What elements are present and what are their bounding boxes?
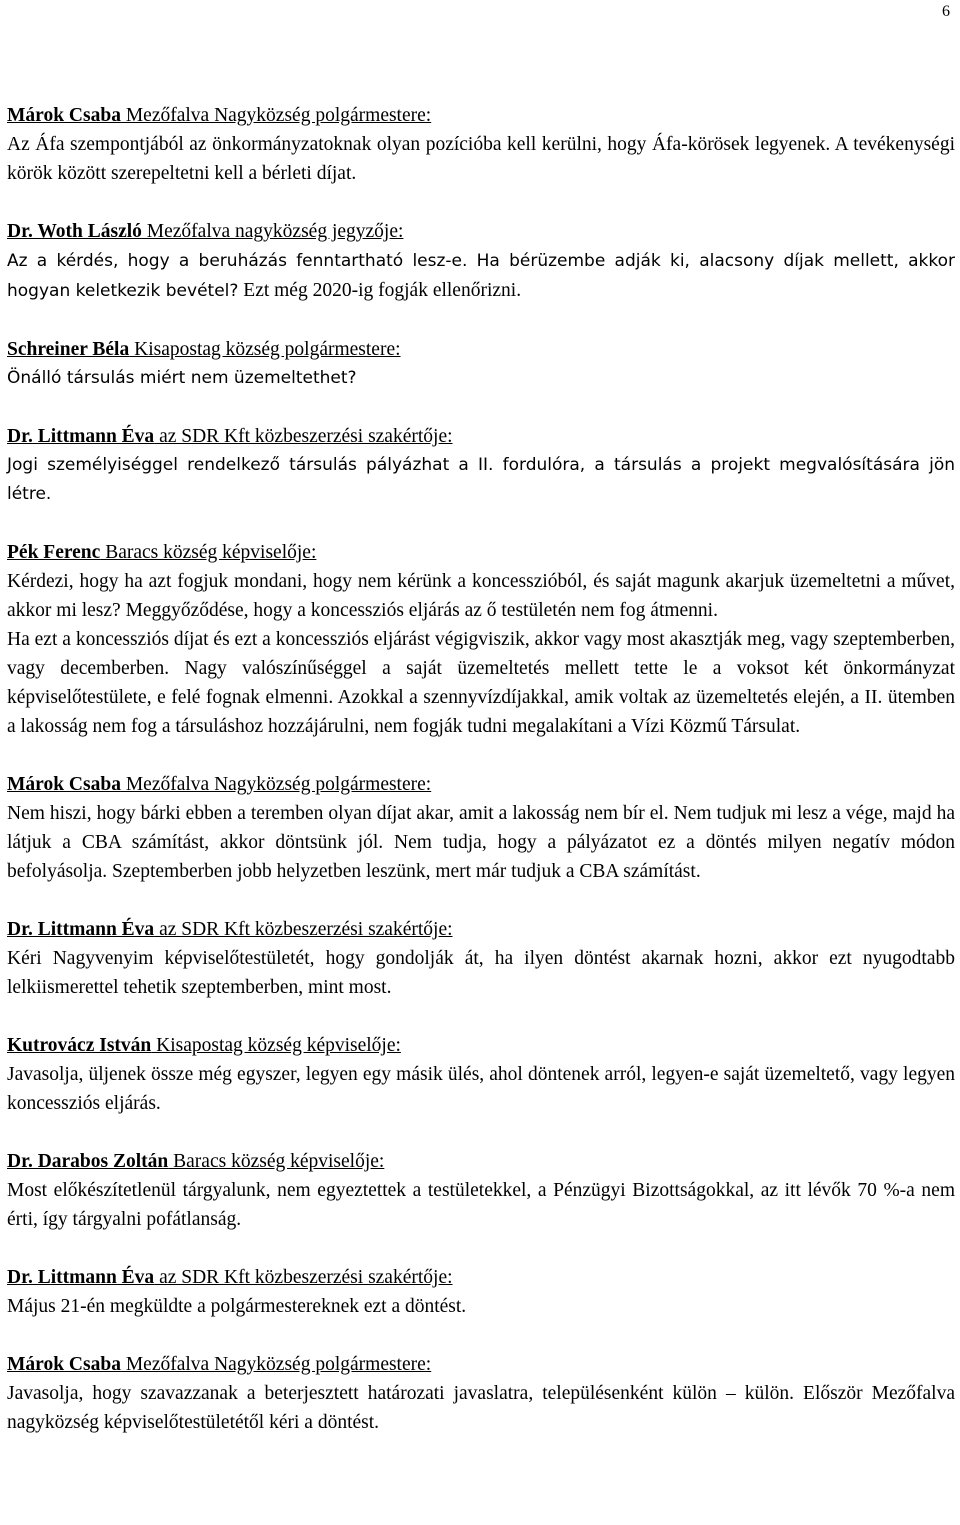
speaker-role: Baracs község képviselője: <box>100 542 317 563</box>
speech-block <box>7 1147 955 1234</box>
speaker-role: az SDR Kft közbeszerzési szakértője: <box>154 919 453 940</box>
speech-paragraph <box>7 246 955 306</box>
speech-paragraph: Május 21-én megküldte a polgármestereknek ezt a döntést. <box>7 1296 467 1317</box>
speaker-name: Schreiner Béla <box>7 339 130 360</box>
speech-block <box>7 101 955 188</box>
speech-paragraph: Most előkészítetlenül tárgyalunk, nem egyeztettek a testületekkel, a Pénzügyi Bizottságokkal, az itt lévők 70 %-a nem érti, így tárgyalni pofátlanság. <box>7 1180 955 1230</box>
speaker-heading <box>7 1031 955 1060</box>
speaker-name: Dr. Littmann Éva <box>7 1267 155 1288</box>
speech-paragraph: Javasolja, hogy szavazzanak a beterjesztett határozati javaslatra, településenként külön – külön. Először Mezőfalva nagyközség képviselőtestületétől kéri a döntést. <box>7 1383 955 1433</box>
speaker-role: Baracs község képviselője: <box>168 1151 385 1172</box>
speaker-name: Dr. Darabos Zoltán <box>7 1151 169 1172</box>
speech-text-serif: Ezt még 2020-ig fogják ellenőrizni. <box>238 280 522 301</box>
speech-paragraph: Önálló társulás miért nem üzemeltethet? <box>7 368 357 388</box>
speaker-heading <box>7 915 955 944</box>
speaker-heading <box>7 538 955 567</box>
speaker-heading <box>7 101 955 130</box>
speech-paragraph: Kéri Nagyvenyim képviselőtestületét, hogy gondolják át, ha ilyen döntést akarnak hozni, akkor ezt nyugodtabb lelkiismerettel tehetik szeptemberben, mint most. <box>7 948 955 998</box>
speaker-name: Pék Ferenc <box>7 542 101 563</box>
speech-block <box>7 1031 955 1118</box>
speaker-name: Kutrovácz István <box>7 1035 152 1056</box>
speaker-role: Kisapostag község képviselője: <box>151 1035 401 1056</box>
speech-block <box>7 538 955 741</box>
speaker-name: Márok Csaba <box>7 1354 121 1375</box>
speech-paragraph: Javasolja, üljenek össze még egyszer, legyen egy másik ülés, ahol döntenek arról, legyen-e saját üzemeltető, vagy legyen koncessziós eljárás. <box>7 1064 955 1114</box>
speech-block <box>7 1350 955 1437</box>
speaker-heading <box>7 422 955 451</box>
speaker-heading <box>7 217 955 246</box>
speech-paragraph: Jogi személyiséggel rendelkező társulás pályázhat a II. fordulóra, a társulás a projekt megvalósítására jön létre. <box>7 455 955 504</box>
speech-block <box>7 335 955 393</box>
speaker-heading <box>7 770 955 799</box>
speech-text-sans: Az a kérdés, hogy a beruházás fenntartható lesz-e. Ha bérüzembe adják ki, alacsony díjak mellett, akkor hogyan keletkezik bevétel? <box>7 251 955 301</box>
speaker-role: Mezőfalva Nagyközség polgármestere: <box>120 1354 432 1375</box>
speaker-heading <box>7 335 955 364</box>
speaker-role: az SDR Kft közbeszerzési szakértője: <box>154 1267 453 1288</box>
speaker-name: Dr. Woth László <box>7 221 142 242</box>
speaker-name: Dr. Littmann Éva <box>7 426 155 447</box>
speech-paragraph: Nem hiszi, hogy bárki ebben a teremben olyan díjat akar, amit a lakosság nem bír el. Nem tudjuk mi lesz a vége, majd ha látjuk a CBA számítást, akkor döntsünk jól. Nem tudja, hogy a pályázatot ez a döntés milyen negatív módon befolyásolja. Szeptemberben jobb helyzetben leszünk, mert már tudjuk a CBA számítást. <box>7 803 955 882</box>
speech-paragraph: Kérdezi, hogy ha azt fogjuk mondani, hogy nem kérünk a koncesszióból, és saját magunk akarjuk üzemeltetni a művet, akkor mi lesz? Meggyőződése, hogy a koncessziós eljárás az ő testületén nem fog átmenni. <box>7 571 955 621</box>
speaker-name: Márok Csaba <box>7 105 121 126</box>
speaker-name: Dr. Littmann Éva <box>7 919 155 940</box>
speaker-heading <box>7 1263 955 1292</box>
speech-block <box>7 217 955 306</box>
page-number: 6 <box>942 3 950 20</box>
speaker-role: Mezőfalva Nagyközség polgármestere: <box>120 105 432 126</box>
speech-block <box>7 915 955 1002</box>
speech-paragraph: Ha ezt a koncessziós díjat és ezt a koncessziós eljárást végigviszik, akkor vagy most akasztják meg, vagy szeptemberben, vagy decemberben. Nagy valószínűséggel a saját üzemeltetés mellett tette le a voksot két önkormányzat képviselőtestülete, e felé fognak elmenni. Azokkal a szennyvízdíjakkal, amik voltak az üzemeltetés elején, a II. ütemben a lakosság nem fog a társuláshoz hozzájárulni, nem fogják tudni megalakítani a Vízi Közmű Társulat. <box>7 629 955 737</box>
speech-block <box>7 422 955 509</box>
speech-block <box>7 770 955 886</box>
speech-block <box>7 1263 955 1321</box>
speaker-role: Mezőfalva Nagyközség polgármestere: <box>120 774 432 795</box>
speaker-role: Mezőfalva nagyközség jegyzője: <box>141 221 404 242</box>
speaker-role: Kisapostag község polgármestere: <box>129 339 401 360</box>
speaker-role: az SDR Kft közbeszerzési szakértője: <box>154 426 453 447</box>
minutes-content <box>7 101 955 1466</box>
speaker-heading <box>7 1350 955 1379</box>
speech-paragraph: Az Áfa szempontjából az önkormányzatoknak olyan pozícióba kell kerülni, hogy Áfa-körösek legyenek. A tevékenységi körök között szerepeltetni kell a bérleti díjat. <box>7 134 955 184</box>
speaker-name: Márok Csaba <box>7 774 121 795</box>
speaker-heading <box>7 1147 955 1176</box>
